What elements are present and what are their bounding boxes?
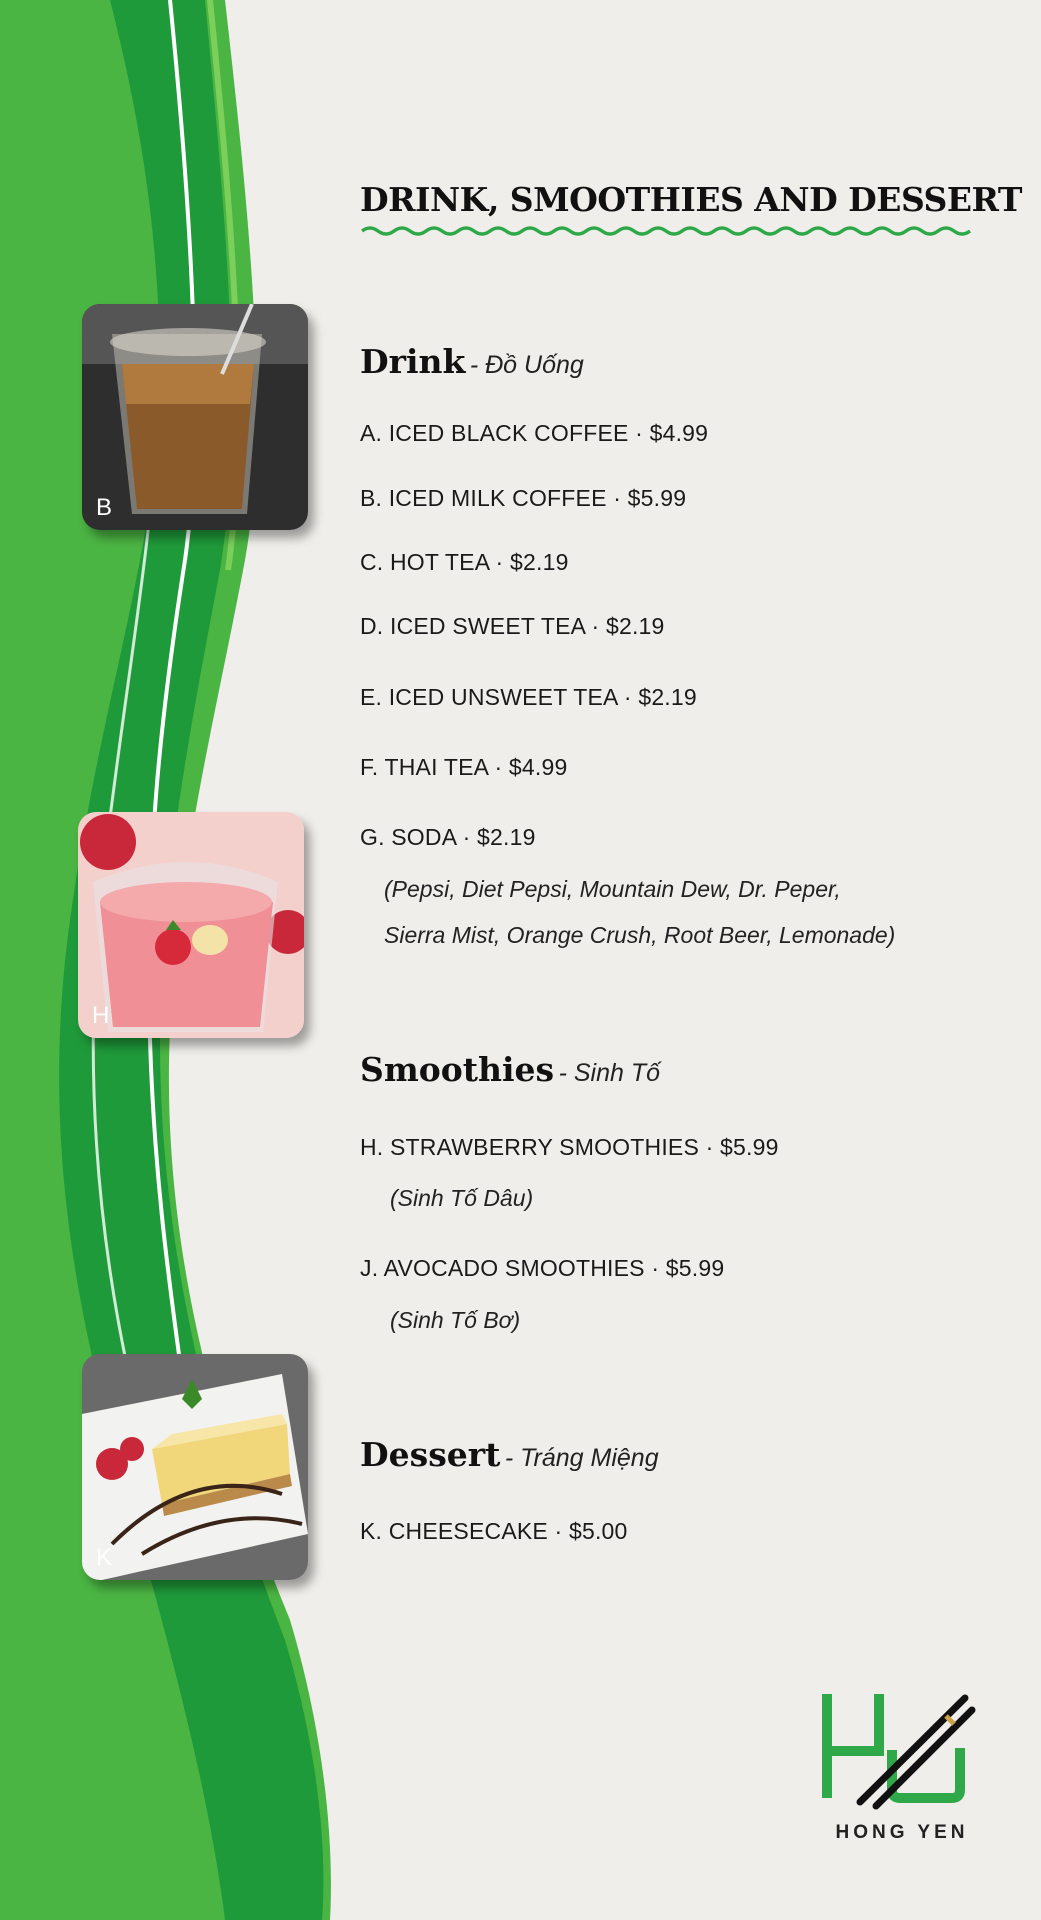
menu-item: A. ICED BLACK COFFEE · $4.99 [360, 420, 709, 446]
photo-label-h: H [92, 1002, 110, 1029]
cheesecake-photo [82, 1354, 308, 1580]
menu-item: K. CHEESECAKE · $5.00 [360, 1518, 628, 1544]
menu-item: J. AVOCADO SMOOTHIES · $5.99 [360, 1255, 725, 1281]
menu-item: F. THAI TEA · $4.99 [360, 754, 568, 780]
menu-item: H. STRAWBERRY SMOOTHIES · $5.99 [360, 1134, 779, 1160]
brand-name: HONG YEN [835, 1822, 969, 1843]
drink-section-title: Drink [360, 342, 466, 381]
drink-section-subtitle: - Đồ Uống [469, 351, 584, 379]
strawberry-smoothie-photo [78, 812, 304, 1038]
menu-title: DRINK, SMOOTHIES AND DESSERT [360, 180, 1022, 219]
title-wave-underline [360, 224, 980, 238]
soda-note: Sierra Mist, Orange Crush, Root Beer, Lemonade) [384, 922, 896, 948]
soda-note: (Pepsi, Diet Pepsi, Mountain Dew, Dr. Peper, [384, 876, 841, 902]
smoothies-section-header [360, 1050, 660, 1089]
menu-item: C. HOT TEA · $2.19 [360, 549, 569, 575]
photo-label-b: B [96, 494, 113, 521]
smoothies-section-title: Smoothies [360, 1050, 555, 1089]
item-note: (Sinh Tố Dâu) [390, 1185, 534, 1211]
menu-item: B. ICED MILK COFFEE · $5.99 [360, 485, 687, 511]
dessert-section-title: Dessert [360, 1435, 501, 1474]
menu-item: G. SODA · $2.19 [360, 824, 536, 850]
iced-coffee-photo [82, 304, 308, 530]
menu-item: D. ICED SWEET TEA · $2.19 [360, 613, 665, 639]
photo-label-k: K [96, 1544, 113, 1571]
drink-section-header [360, 342, 584, 381]
hy-chopsticks-logo-icon [820, 1690, 980, 1810]
menu-item: E. ICED UNSWEET TEA · $2.19 [360, 684, 697, 710]
dessert-section-header [360, 1435, 659, 1474]
dessert-section-subtitle: - Tráng Miệng [504, 1444, 659, 1472]
item-note: (Sinh Tố Bơ) [390, 1307, 521, 1333]
smoothies-section-subtitle: - Sinh Tố [558, 1059, 661, 1087]
